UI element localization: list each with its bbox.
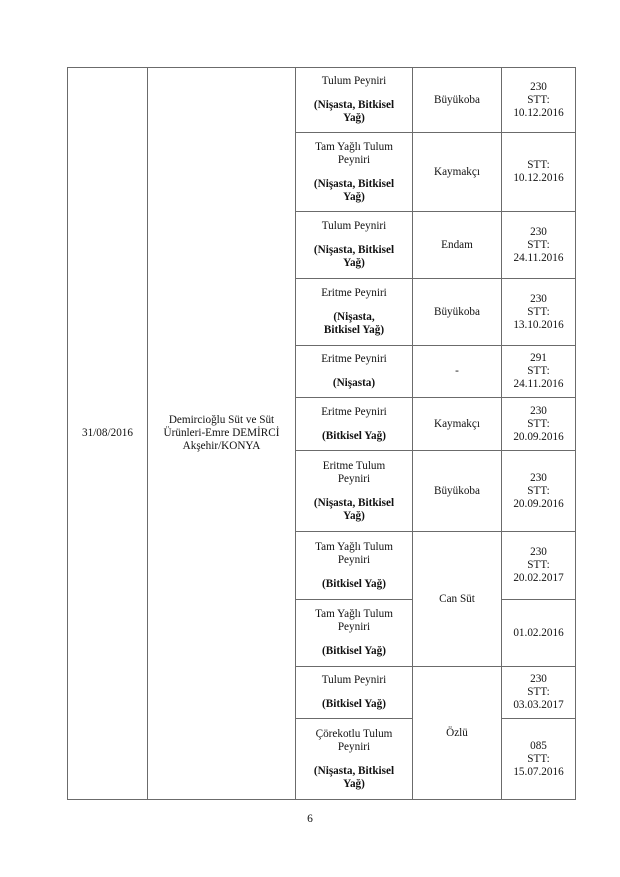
info-cell: 230 STT: 20.09.2016 (502, 451, 576, 532)
product-cell: Tam Yağlı Tulum Peyniri (Bitkisel Yağ) (296, 532, 413, 600)
info-cell: 230 STT: 03.03.2017 (502, 667, 576, 719)
info-cell: 230 STT: 10.12.2016 (502, 68, 576, 133)
page-number: 6 (307, 813, 313, 825)
info-cell: STT: 10.12.2016 (502, 133, 576, 212)
company-cell: Demircioğlu Süt ve Süt Ürünleri-Emre DEMİRCİ Akşehir/KONYA (148, 68, 296, 800)
brand-cell: Özlü (413, 667, 502, 800)
brand-cell: Büyükoba (413, 68, 502, 133)
product-cell: Eritme Peyniri (Bitkisel Yağ) (296, 398, 413, 451)
info-cell: 230 STT: 20.09.2016 (502, 398, 576, 451)
info-cell: 291 STT: 24.11.2016 (502, 346, 576, 398)
product-cell: Tulum Peyniri (Nişasta, Bitkisel Yağ) (296, 68, 413, 133)
product-cell: Eritme Peyniri (Nişasta) (296, 346, 413, 398)
product-cell: Eritme Peyniri (Nişasta, Bitkisel Yağ) (296, 279, 413, 346)
table-row (68, 68, 576, 133)
brand-cell: Kaymakçı (413, 398, 502, 451)
product-cell: Tulum Peyniri (Nişasta, Bitkisel Yağ) (296, 212, 413, 279)
info-cell: 230 STT: 13.10.2016 (502, 279, 576, 346)
product-cell: Tam Yağlı Tulum Peyniri (Nişasta, Bitkisel Yağ) (296, 133, 413, 212)
product-cell: Çörekotlu Tulum Peyniri (Nişasta, Bitkisel Yağ) (296, 719, 413, 800)
brand-cell: Büyükoba (413, 279, 502, 346)
brand-cell: Endam (413, 212, 502, 279)
product-table (67, 67, 576, 800)
date-cell: 31/08/2016 (68, 68, 148, 800)
brand-cell: Can Süt (413, 532, 502, 667)
product-cell: Tam Yağlı Tulum Peyniri (Bitkisel Yağ) (296, 600, 413, 667)
product-cell: Eritme Tulum Peyniri (Nişasta, Bitkisel Yağ) (296, 451, 413, 532)
info-cell: 230 STT: 24.11.2016 (502, 212, 576, 279)
product-cell: Tulum Peyniri (Bitkisel Yağ) (296, 667, 413, 719)
info-cell: 01.02.2016 (502, 600, 576, 667)
info-cell: 085 STT: 15.07.2016 (502, 719, 576, 800)
brand-cell: Büyükoba (413, 451, 502, 532)
brand-cell: Kaymakçı (413, 133, 502, 212)
brand-cell: - (413, 346, 502, 398)
info-cell: 230 STT: 20.02.2017 (502, 532, 576, 600)
